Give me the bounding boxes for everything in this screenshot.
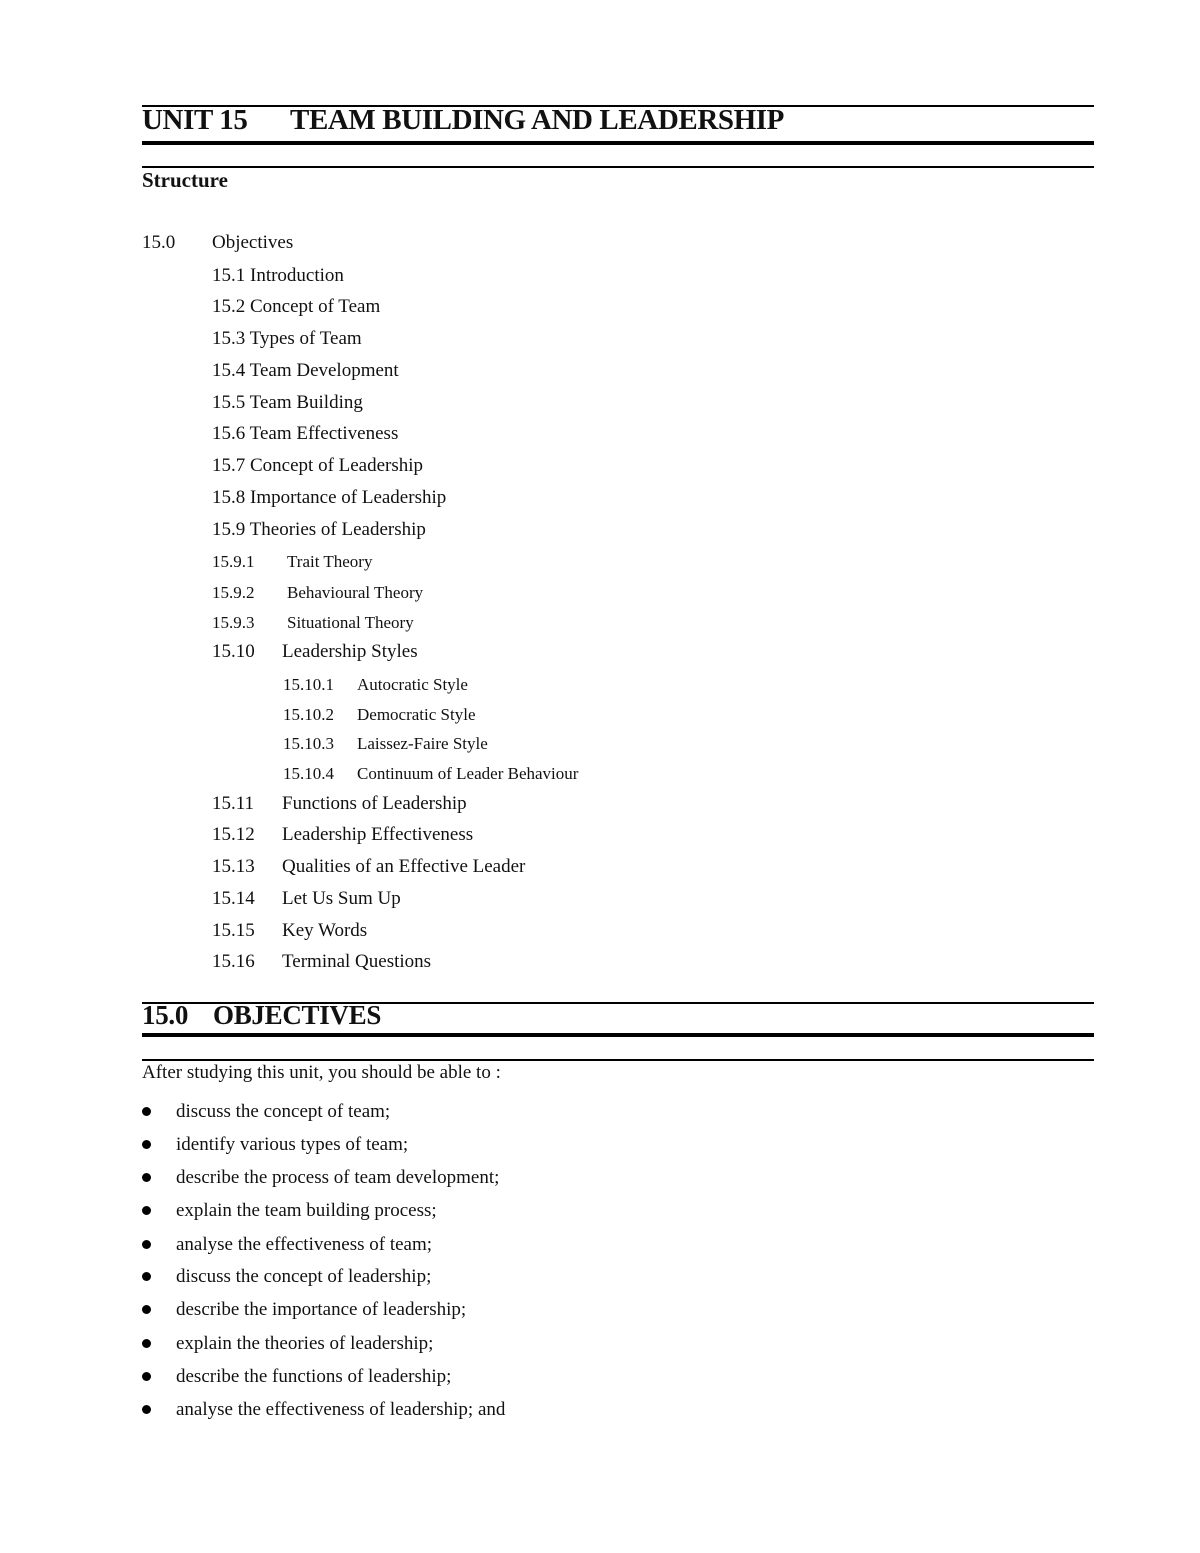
toc-number: 15.3: [212, 328, 246, 349]
list-item-text: describe the functions of leadership;: [176, 1366, 452, 1387]
toc-item: [212, 887, 401, 911]
toc-number: 15.7: [212, 455, 246, 476]
toc-text: Functions of Leadership: [282, 793, 467, 814]
toc-number: 15.9: [212, 519, 246, 540]
toc-text: Concept of Team: [250, 296, 381, 317]
toc-item: [212, 581, 423, 605]
toc-text: Behavioural Theory: [287, 583, 424, 602]
toc-text: Terminal Questions: [282, 951, 432, 972]
unit-title: [142, 104, 784, 137]
objectives-title: OBJECTIVES: [213, 1000, 382, 1030]
toc-number: 15.0: [142, 232, 176, 253]
toc-item: [212, 823, 473, 847]
toc-item: [212, 391, 363, 415]
bullet-icon: [142, 1305, 151, 1314]
toc-number: 15.10: [212, 641, 255, 662]
toc-number: 15.13: [212, 856, 255, 877]
toc-item: [212, 422, 398, 446]
list-item-text: describe the importance of leadership;: [176, 1299, 467, 1320]
bullet-icon: [142, 1339, 151, 1348]
toc-number: 15.10.4: [283, 764, 334, 783]
toc-item: [212, 486, 446, 510]
structure-top-rule: [142, 166, 1094, 168]
toc-number: 15.4: [212, 360, 246, 381]
bullet-icon: [142, 1272, 151, 1281]
toc-item: [283, 703, 476, 727]
structure-heading: Structure: [142, 168, 228, 192]
toc-text: Team Effectiveness: [249, 423, 399, 444]
toc-text: Continuum of Leader Behaviour: [357, 764, 579, 783]
toc-number: 15.14: [212, 888, 255, 909]
list-item-text: analyse the effectiveness of leadership; and: [176, 1399, 506, 1420]
toc-text: Democratic Style: [357, 705, 476, 724]
toc-text: Leadership Effectiveness: [282, 824, 474, 845]
toc-text: Let Us Sum Up: [282, 888, 401, 909]
list-item-text: explain the team building process;: [176, 1200, 437, 1221]
toc-item: [212, 359, 399, 383]
toc-item: [142, 231, 293, 255]
bullet-icon: [142, 1140, 151, 1149]
toc-text: Introduction: [250, 265, 344, 286]
objectives-number: 15.0: [142, 1000, 189, 1030]
toc-text: Laissez-Faire Style: [357, 734, 488, 753]
objectives-intro: After studying this unit, you should be able to :: [142, 1062, 501, 1083]
toc-text: Trait Theory: [287, 552, 373, 571]
toc-number: 15.9.2: [212, 583, 255, 602]
toc-item: [212, 792, 467, 816]
bullet-icon: [142, 1240, 151, 1249]
objectives-heading: [142, 1000, 381, 1031]
toc-item: [212, 327, 362, 351]
toc-number: 15.5: [212, 392, 246, 413]
bullet-icon: [142, 1206, 151, 1215]
toc-item: [283, 762, 578, 786]
toc-number: 15.16: [212, 951, 255, 972]
toc-text: Team Building: [249, 392, 363, 413]
objectives-intro-rule: [142, 1059, 1094, 1061]
toc-item: [212, 611, 414, 635]
bullet-icon: [142, 1107, 151, 1116]
toc-item: [212, 518, 426, 542]
toc-number: 15.11: [212, 793, 255, 814]
list-item-text: describe the process of team development;: [176, 1167, 500, 1188]
toc-text: Key Words: [282, 920, 368, 941]
unit-number: UNIT 15: [142, 104, 248, 136]
toc-number: 15.1: [212, 265, 246, 286]
toc-number: 15.10.1: [283, 675, 334, 694]
title-bottom-rule: [142, 141, 1094, 145]
toc-text: Theories of Leadership: [249, 519, 426, 540]
unit-title-text: TEAM BUILDING AND LEADERSHIP: [290, 104, 784, 136]
list-item-text: analyse the effectiveness of team;: [176, 1234, 433, 1255]
toc-number: 15.12: [212, 824, 255, 845]
toc-item: [212, 640, 418, 664]
list-item-text: explain the theories of leadership;: [176, 1333, 434, 1354]
objectives-bottom-rule: [142, 1033, 1094, 1037]
toc-item: [283, 732, 488, 756]
list-item-text: discuss the concept of team;: [176, 1101, 391, 1122]
toc-text: Qualities of an Effective Leader: [282, 856, 526, 877]
toc-text: Team Development: [249, 360, 399, 381]
bullet-icon: [142, 1372, 151, 1381]
bullet-icon: [142, 1405, 151, 1414]
list-item-text: identify various types of team;: [176, 1134, 409, 1155]
toc-text: Situational Theory: [287, 613, 414, 632]
toc-number: 15.8: [212, 487, 246, 508]
toc-text: Importance of Leadership: [250, 487, 447, 508]
toc-number: 15.10.2: [283, 705, 334, 724]
bullet-icon: [142, 1173, 151, 1182]
toc-text: Types of Team: [249, 328, 362, 349]
toc-text: Autocratic Style: [357, 675, 468, 694]
list-item-text: discuss the concept of leadership;: [176, 1266, 432, 1287]
toc-item: [283, 673, 468, 697]
toc-item: [212, 295, 380, 319]
toc-text: Objectives: [212, 232, 294, 253]
toc-item: [212, 264, 344, 288]
toc-item: [212, 855, 525, 879]
toc-item: [212, 950, 431, 974]
toc-item: [212, 550, 372, 574]
toc-number: 15.6: [212, 423, 246, 444]
toc-number: 15.9.3: [212, 613, 255, 632]
toc-number: 15.9.1: [212, 552, 255, 571]
toc-number: 15.2: [212, 296, 246, 317]
toc-number: 15.15: [212, 920, 255, 941]
toc-item: [212, 454, 423, 478]
toc-text: Leadership Styles: [282, 641, 418, 662]
toc-text: Concept of Leadership: [250, 455, 424, 476]
toc-number: 15.10.3: [283, 734, 334, 753]
toc-item: [212, 919, 367, 943]
